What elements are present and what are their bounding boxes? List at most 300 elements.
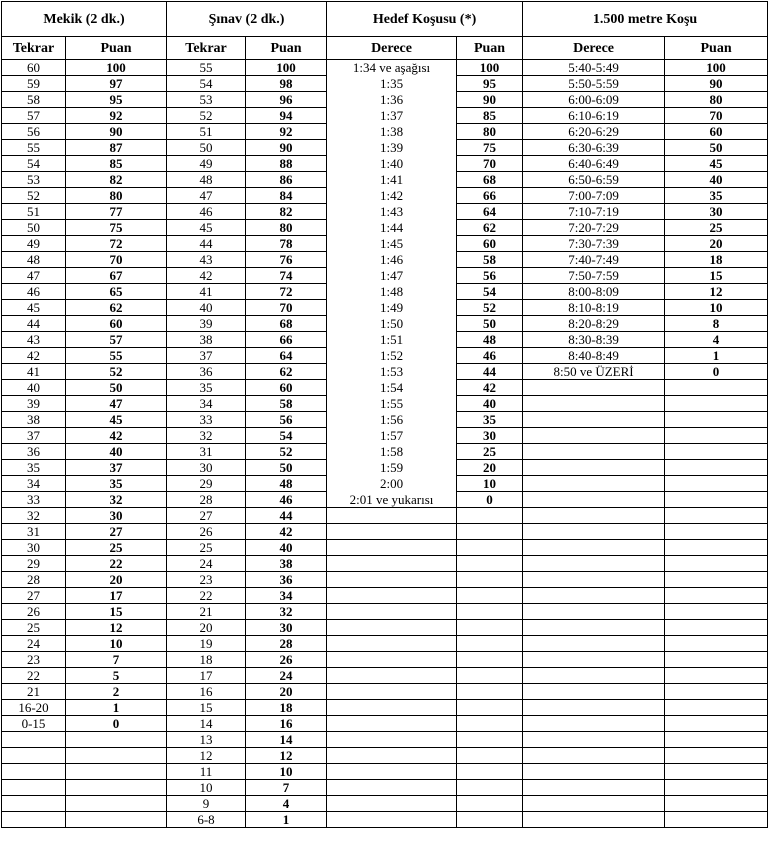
sinav-value-cell: 52	[167, 108, 246, 124]
table-row	[2, 156, 768, 172]
kosu-puan-cell: 90	[665, 76, 768, 92]
mekik-puan-cell: 52	[66, 364, 167, 380]
hedef-puan-cell: 60	[457, 236, 523, 252]
sinav-puan-cell: 38	[246, 556, 327, 572]
mekik-puan-cell: 12	[66, 620, 167, 636]
hedef-puan-cell	[457, 716, 523, 732]
hedef-puan-cell	[457, 700, 523, 716]
kosu-value-cell	[523, 652, 665, 668]
hedef-value-cell: 1:54	[327, 380, 457, 396]
mekik-puan-cell: 35	[66, 476, 167, 492]
table-row	[2, 588, 768, 604]
mekik-value-cell: 0-15	[2, 716, 66, 732]
table-row	[2, 716, 768, 732]
mekik-puan-cell: 7	[66, 652, 167, 668]
kosu-puan-cell	[665, 636, 768, 652]
subheader-sinav-puan: Puan	[246, 37, 327, 60]
hedef-value-cell	[327, 636, 457, 652]
mekik-puan-cell: 40	[66, 444, 167, 460]
sinav-value-cell: 11	[167, 764, 246, 780]
hedef-puan-cell: 56	[457, 268, 523, 284]
hedef-value-cell	[327, 764, 457, 780]
kosu-puan-cell	[665, 604, 768, 620]
hedef-puan-cell: 50	[457, 316, 523, 332]
hedef-value-cell	[327, 668, 457, 684]
sinav-value-cell: 24	[167, 556, 246, 572]
kosu-value-cell: 8:20-8:29	[523, 316, 665, 332]
kosu-puan-cell	[665, 492, 768, 508]
hedef-value-cell	[327, 620, 457, 636]
hedef-puan-cell	[457, 540, 523, 556]
hedef-value-cell: 1:52	[327, 348, 457, 364]
kosu-puan-cell	[665, 412, 768, 428]
kosu-value-cell	[523, 588, 665, 604]
sinav-value-cell: 47	[167, 188, 246, 204]
mekik-value-cell: 58	[2, 92, 66, 108]
table-row	[2, 668, 768, 684]
kosu-puan-cell: 40	[665, 172, 768, 188]
mekik-puan-cell: 90	[66, 124, 167, 140]
mekik-value-cell: 28	[2, 572, 66, 588]
table-row	[2, 236, 768, 252]
hedef-puan-cell: 66	[457, 188, 523, 204]
kosu-puan-cell: 18	[665, 252, 768, 268]
mekik-puan-cell: 62	[66, 300, 167, 316]
sinav-value-cell: 40	[167, 300, 246, 316]
kosu-value-cell	[523, 556, 665, 572]
sinav-value-cell: 19	[167, 636, 246, 652]
sinav-puan-cell: 100	[246, 60, 327, 76]
kosu-puan-cell: 50	[665, 140, 768, 156]
kosu-value-cell: 7:40-7:49	[523, 252, 665, 268]
mekik-value-cell: 43	[2, 332, 66, 348]
sinav-puan-cell: 58	[246, 396, 327, 412]
sinav-puan-cell: 66	[246, 332, 327, 348]
mekik-value-cell	[2, 796, 66, 812]
mekik-value-cell: 22	[2, 668, 66, 684]
hedef-value-cell: 1:36	[327, 92, 457, 108]
table-row	[2, 412, 768, 428]
mekik-value-cell: 56	[2, 124, 66, 140]
hedef-puan-cell	[457, 636, 523, 652]
hedef-value-cell: 1:45	[327, 236, 457, 252]
mekik-value-cell: 60	[2, 60, 66, 76]
hedef-value-cell	[327, 524, 457, 540]
kosu-value-cell: 5:40-5:49	[523, 60, 665, 76]
kosu-value-cell	[523, 620, 665, 636]
hedef-puan-cell: 20	[457, 460, 523, 476]
sinav-puan-cell: 10	[246, 764, 327, 780]
kosu-value-cell	[523, 636, 665, 652]
kosu-value-cell: 8:50 ve ÜZERİ	[523, 364, 665, 380]
mekik-puan-cell: 95	[66, 92, 167, 108]
table-row	[2, 540, 768, 556]
sinav-puan-cell: 70	[246, 300, 327, 316]
table-row	[2, 172, 768, 188]
subheader-row	[2, 37, 768, 60]
sinav-puan-cell: 94	[246, 108, 327, 124]
table-row	[2, 284, 768, 300]
sinav-value-cell: 9	[167, 796, 246, 812]
kosu-puan-cell	[665, 428, 768, 444]
kosu-puan-cell: 10	[665, 300, 768, 316]
mekik-value-cell: 29	[2, 556, 66, 572]
hedef-value-cell	[327, 588, 457, 604]
header-1500m-kosu: 1.500 metre Koşu	[523, 2, 768, 37]
mekik-value-cell: 42	[2, 348, 66, 364]
sinav-value-cell: 45	[167, 220, 246, 236]
table-row	[2, 684, 768, 700]
mekik-puan-cell: 100	[66, 60, 167, 76]
mekik-puan-cell: 17	[66, 588, 167, 604]
kosu-value-cell	[523, 780, 665, 796]
hedef-puan-cell: 40	[457, 396, 523, 412]
subheader-hedef-derece: Derece	[327, 37, 457, 60]
sinav-puan-cell: 62	[246, 364, 327, 380]
mekik-puan-cell: 20	[66, 572, 167, 588]
kosu-puan-cell	[665, 444, 768, 460]
sinav-puan-cell: 82	[246, 204, 327, 220]
sinav-puan-cell: 26	[246, 652, 327, 668]
sinav-value-cell: 20	[167, 620, 246, 636]
kosu-value-cell: 6:00-6:09	[523, 92, 665, 108]
sinav-value-cell: 43	[167, 252, 246, 268]
hedef-puan-cell: 54	[457, 284, 523, 300]
mekik-puan-cell: 87	[66, 140, 167, 156]
hedef-value-cell	[327, 684, 457, 700]
sinav-puan-cell: 52	[246, 444, 327, 460]
sinav-puan-cell: 64	[246, 348, 327, 364]
table-row	[2, 60, 768, 76]
mekik-puan-cell: 60	[66, 316, 167, 332]
mekik-puan-cell: 50	[66, 380, 167, 396]
mekik-puan-cell: 27	[66, 524, 167, 540]
hedef-puan-cell: 62	[457, 220, 523, 236]
table-row	[2, 748, 768, 764]
sinav-puan-cell: 20	[246, 684, 327, 700]
kosu-value-cell: 6:50-6:59	[523, 172, 665, 188]
sinav-value-cell: 27	[167, 508, 246, 524]
sinav-value-cell: 37	[167, 348, 246, 364]
kosu-puan-cell	[665, 764, 768, 780]
kosu-puan-cell	[665, 796, 768, 812]
kosu-value-cell	[523, 380, 665, 396]
sinav-value-cell: 38	[167, 332, 246, 348]
kosu-puan-cell: 15	[665, 268, 768, 284]
table-row	[2, 300, 768, 316]
hedef-puan-cell: 46	[457, 348, 523, 364]
kosu-value-cell	[523, 732, 665, 748]
hedef-puan-cell	[457, 604, 523, 620]
table-row	[2, 364, 768, 380]
sinav-puan-cell: 4	[246, 796, 327, 812]
kosu-value-cell: 7:10-7:19	[523, 204, 665, 220]
sinav-value-cell: 53	[167, 92, 246, 108]
hedef-puan-cell	[457, 572, 523, 588]
hedef-puan-cell	[457, 556, 523, 572]
table-row	[2, 220, 768, 236]
hedef-puan-cell: 42	[457, 380, 523, 396]
mekik-value-cell: 54	[2, 156, 66, 172]
hedef-puan-cell	[457, 524, 523, 540]
hedef-value-cell: 1:34 ve aşağısı	[327, 60, 457, 76]
kosu-puan-cell	[665, 588, 768, 604]
mekik-value-cell: 51	[2, 204, 66, 220]
sinav-value-cell: 13	[167, 732, 246, 748]
hedef-puan-cell: 80	[457, 124, 523, 140]
hedef-puan-cell: 52	[457, 300, 523, 316]
sinav-value-cell: 46	[167, 204, 246, 220]
kosu-puan-cell	[665, 396, 768, 412]
mekik-puan-cell: 0	[66, 716, 167, 732]
sinav-puan-cell: 92	[246, 124, 327, 140]
sinav-value-cell: 36	[167, 364, 246, 380]
sinav-puan-cell: 78	[246, 236, 327, 252]
kosu-value-cell	[523, 748, 665, 764]
sinav-puan-cell: 44	[246, 508, 327, 524]
kosu-value-cell: 8:40-8:49	[523, 348, 665, 364]
table-row	[2, 140, 768, 156]
kosu-puan-cell: 100	[665, 60, 768, 76]
mekik-puan-cell: 2	[66, 684, 167, 700]
hedef-puan-cell: 90	[457, 92, 523, 108]
mekik-value-cell	[2, 748, 66, 764]
sinav-puan-cell: 90	[246, 140, 327, 156]
kosu-puan-cell: 12	[665, 284, 768, 300]
mekik-value-cell: 36	[2, 444, 66, 460]
table-row	[2, 428, 768, 444]
kosu-value-cell	[523, 524, 665, 540]
table-row	[2, 620, 768, 636]
table-row	[2, 732, 768, 748]
kosu-value-cell	[523, 572, 665, 588]
kosu-puan-cell: 4	[665, 332, 768, 348]
mekik-puan-cell	[66, 748, 167, 764]
mekik-value-cell: 57	[2, 108, 66, 124]
sinav-value-cell: 49	[167, 156, 246, 172]
sinav-puan-cell: 86	[246, 172, 327, 188]
table-row	[2, 460, 768, 476]
subheader-hedef-puan: Puan	[457, 37, 523, 60]
sinav-puan-cell: 46	[246, 492, 327, 508]
sinav-puan-cell: 84	[246, 188, 327, 204]
table-row	[2, 508, 768, 524]
sinav-value-cell: 16	[167, 684, 246, 700]
kosu-puan-cell	[665, 780, 768, 796]
hedef-value-cell: 1:40	[327, 156, 457, 172]
hedef-puan-cell: 70	[457, 156, 523, 172]
mekik-value-cell: 47	[2, 268, 66, 284]
table-row	[2, 652, 768, 668]
sinav-puan-cell: 68	[246, 316, 327, 332]
kosu-puan-cell: 0	[665, 364, 768, 380]
kosu-value-cell: 8:00-8:09	[523, 284, 665, 300]
mekik-puan-cell: 70	[66, 252, 167, 268]
kosu-value-cell: 7:50-7:59	[523, 268, 665, 284]
sinav-puan-cell: 16	[246, 716, 327, 732]
hedef-value-cell: 2:00	[327, 476, 457, 492]
hedef-puan-cell: 48	[457, 332, 523, 348]
sinav-puan-cell: 28	[246, 636, 327, 652]
table-row	[2, 444, 768, 460]
kosu-value-cell: 8:30-8:39	[523, 332, 665, 348]
hedef-puan-cell	[457, 620, 523, 636]
hedef-value-cell: 1:50	[327, 316, 457, 332]
hedef-value-cell	[327, 540, 457, 556]
hedef-value-cell	[327, 508, 457, 524]
table-row	[2, 556, 768, 572]
sinav-puan-cell: 50	[246, 460, 327, 476]
sinav-value-cell: 30	[167, 460, 246, 476]
kosu-value-cell	[523, 476, 665, 492]
mekik-value-cell: 49	[2, 236, 66, 252]
sinav-value-cell: 54	[167, 76, 246, 92]
table-row	[2, 812, 768, 828]
kosu-puan-cell	[665, 524, 768, 540]
sinav-puan-cell: 40	[246, 540, 327, 556]
sinav-value-cell: 33	[167, 412, 246, 428]
subheader-sinav-tekrar: Tekrar	[167, 37, 246, 60]
hedef-value-cell	[327, 732, 457, 748]
kosu-value-cell: 6:30-6:39	[523, 140, 665, 156]
mekik-value-cell: 32	[2, 508, 66, 524]
mekik-puan-cell: 47	[66, 396, 167, 412]
sinav-puan-cell: 42	[246, 524, 327, 540]
kosu-value-cell	[523, 716, 665, 732]
sinav-puan-cell: 56	[246, 412, 327, 428]
sinav-puan-cell: 72	[246, 284, 327, 300]
hedef-value-cell: 1:56	[327, 412, 457, 428]
hedef-value-cell: 1:37	[327, 108, 457, 124]
mekik-value-cell: 48	[2, 252, 66, 268]
header-mekik: Mekik (2 dk.)	[2, 2, 167, 37]
sinav-value-cell: 15	[167, 700, 246, 716]
kosu-puan-cell	[665, 556, 768, 572]
hedef-value-cell: 2:01 ve yukarısı	[327, 492, 457, 508]
hedef-value-cell	[327, 700, 457, 716]
kosu-value-cell	[523, 700, 665, 716]
kosu-puan-cell	[665, 748, 768, 764]
table-row	[2, 188, 768, 204]
sinav-value-cell: 41	[167, 284, 246, 300]
subheader-kosu-derece: Derece	[523, 37, 665, 60]
hedef-value-cell: 1:43	[327, 204, 457, 220]
mekik-puan-cell: 92	[66, 108, 167, 124]
hedef-value-cell: 1:47	[327, 268, 457, 284]
table-row	[2, 268, 768, 284]
kosu-puan-cell	[665, 668, 768, 684]
table-row	[2, 124, 768, 140]
sinav-value-cell: 48	[167, 172, 246, 188]
mekik-puan-cell	[66, 764, 167, 780]
hedef-puan-cell: 30	[457, 428, 523, 444]
kosu-puan-cell	[665, 476, 768, 492]
hedef-puan-cell: 75	[457, 140, 523, 156]
sinav-value-cell: 44	[167, 236, 246, 252]
sinav-value-cell: 35	[167, 380, 246, 396]
hedef-puan-cell: 25	[457, 444, 523, 460]
mekik-value-cell: 27	[2, 588, 66, 604]
sinav-value-cell: 22	[167, 588, 246, 604]
hedef-value-cell	[327, 556, 457, 572]
table-row	[2, 636, 768, 652]
table-row	[2, 252, 768, 268]
mekik-puan-cell	[66, 796, 167, 812]
sinav-puan-cell: 60	[246, 380, 327, 396]
kosu-puan-cell: 70	[665, 108, 768, 124]
mekik-value-cell: 40	[2, 380, 66, 396]
kosu-value-cell	[523, 460, 665, 476]
kosu-value-cell	[523, 540, 665, 556]
table-row	[2, 396, 768, 412]
subheader-mekik-puan: Puan	[66, 37, 167, 60]
mekik-value-cell: 31	[2, 524, 66, 540]
sinav-value-cell: 26	[167, 524, 246, 540]
hedef-puan-cell	[457, 588, 523, 604]
sinav-puan-cell: 34	[246, 588, 327, 604]
kosu-value-cell: 7:30-7:39	[523, 236, 665, 252]
sinav-puan-cell: 24	[246, 668, 327, 684]
sinav-value-cell: 31	[167, 444, 246, 460]
mekik-puan-cell: 10	[66, 636, 167, 652]
mekik-puan-cell: 37	[66, 460, 167, 476]
sinav-puan-cell: 80	[246, 220, 327, 236]
table-row	[2, 92, 768, 108]
kosu-value-cell: 6:10-6:19	[523, 108, 665, 124]
hedef-puan-cell: 10	[457, 476, 523, 492]
sinav-puan-cell: 48	[246, 476, 327, 492]
hedef-value-cell: 1:35	[327, 76, 457, 92]
mekik-value-cell	[2, 764, 66, 780]
kosu-value-cell	[523, 412, 665, 428]
sinav-value-cell: 29	[167, 476, 246, 492]
sinav-value-cell: 25	[167, 540, 246, 556]
hedef-puan-cell: 0	[457, 492, 523, 508]
kosu-puan-cell	[665, 716, 768, 732]
hedef-value-cell: 1:42	[327, 188, 457, 204]
sinav-value-cell: 50	[167, 140, 246, 156]
mekik-value-cell	[2, 780, 66, 796]
hedef-puan-cell: 64	[457, 204, 523, 220]
subheader-mekik-tekrar: Tekrar	[2, 37, 66, 60]
kosu-puan-cell: 45	[665, 156, 768, 172]
kosu-puan-cell: 80	[665, 92, 768, 108]
mekik-value-cell: 37	[2, 428, 66, 444]
hedef-value-cell	[327, 572, 457, 588]
kosu-value-cell	[523, 684, 665, 700]
mekik-puan-cell: 15	[66, 604, 167, 620]
sinav-value-cell: 23	[167, 572, 246, 588]
sinav-puan-cell: 76	[246, 252, 327, 268]
mekik-value-cell: 52	[2, 188, 66, 204]
table-row	[2, 316, 768, 332]
hedef-value-cell: 1:59	[327, 460, 457, 476]
kosu-puan-cell: 60	[665, 124, 768, 140]
mekik-value-cell: 24	[2, 636, 66, 652]
mekik-value-cell: 25	[2, 620, 66, 636]
mekik-puan-cell: 65	[66, 284, 167, 300]
mekik-puan-cell: 30	[66, 508, 167, 524]
kosu-value-cell: 8:10-8:19	[523, 300, 665, 316]
kosu-value-cell: 7:20-7:29	[523, 220, 665, 236]
mekik-value-cell: 34	[2, 476, 66, 492]
mekik-puan-cell: 75	[66, 220, 167, 236]
sinav-value-cell: 34	[167, 396, 246, 412]
mekik-puan-cell: 25	[66, 540, 167, 556]
mekik-value-cell: 59	[2, 76, 66, 92]
kosu-value-cell	[523, 812, 665, 828]
mekik-puan-cell: 85	[66, 156, 167, 172]
